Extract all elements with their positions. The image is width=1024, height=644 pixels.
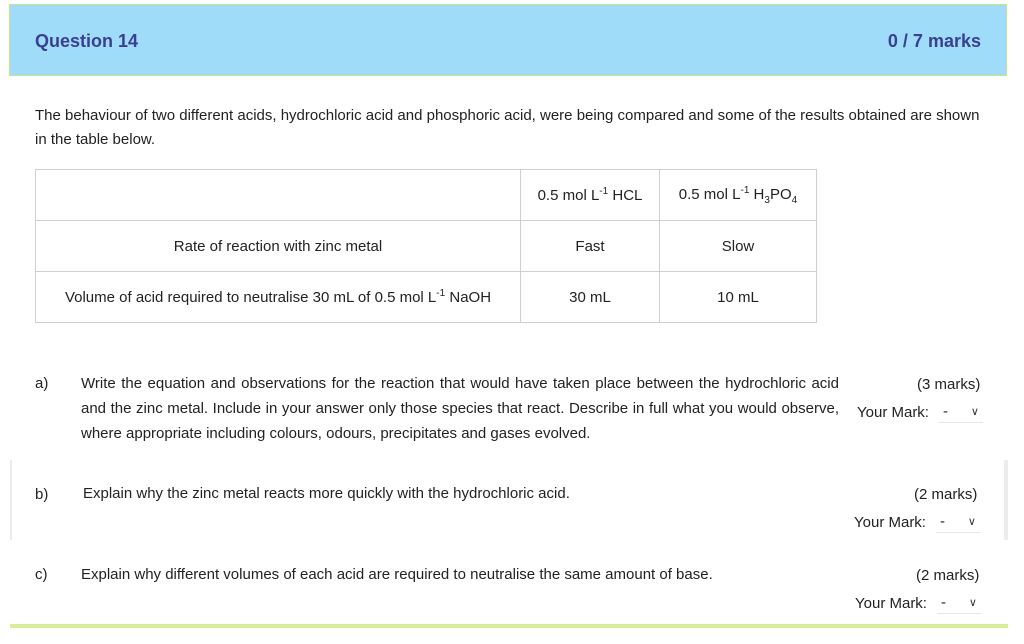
part-a-text: Write the equation and observations for the reaction that would have taken place between the hydrochloric acid and the zinc metal. Include in your answer only those species that react. Describe in full what you would observe, where appropriate including colours, odours, precipitates and gases evolved.	[81, 375, 839, 442]
part-c-your-mark	[855, 592, 981, 614]
table-header-h3po4: 0.5 mol $L^{-1}$ $H_3PO_4$	[660, 170, 817, 221]
part-c-label: c)	[35, 566, 48, 583]
table-header-row	[36, 170, 817, 221]
part-a-marks: (3 marks)	[917, 376, 981, 393]
table-row	[36, 221, 817, 272]
chevron-down-icon: ∨	[968, 597, 977, 609]
table-header-empty	[36, 170, 521, 221]
part-c-text: Explain why different volumes of each acid are required to neutralise the same amount of base.	[81, 566, 713, 583]
footer-divider	[10, 624, 1008, 628]
mark-select-value: -	[940, 594, 946, 611]
part-c-marks: (2 marks)	[916, 567, 980, 584]
part-c-mark-select[interactable]	[937, 592, 981, 614]
part-a-your-mark	[857, 401, 983, 423]
question-title: Question 14	[35, 31, 139, 51]
chevron-down-icon: ∨	[970, 406, 979, 418]
your-mark-label: Your Mark:	[855, 594, 927, 612]
part-b-mark-select[interactable]	[936, 511, 980, 533]
part-b-text: Explain why the zinc metal reacts more quickly with the hydrochloric acid.	[83, 485, 570, 502]
table-cell: Fast	[521, 221, 660, 272]
chevron-down-icon: ∨	[967, 516, 976, 528]
table-cell: 30 mL	[521, 272, 660, 323]
your-mark-label: Your Mark:	[857, 403, 929, 421]
mark-select-value: -	[942, 403, 948, 420]
your-mark-label: Your Mark:	[854, 513, 926, 531]
table-cell: Slow	[660, 221, 817, 272]
part-a-mark-select[interactable]	[939, 401, 983, 423]
table-header-hcl: 0.5 mol $L^{-1}$ HCL	[521, 170, 660, 221]
part-b-label: b)	[35, 486, 49, 503]
question-header	[9, 4, 1007, 76]
results-table	[35, 169, 817, 323]
mark-select-value: -	[939, 513, 945, 530]
question-marks: 0 / 7 marks	[887, 31, 981, 51]
part-b-marks: (2 marks)	[914, 486, 978, 503]
table-row-label: Volume of acid required to neutralise 30 mL of 0.5 mol $L^{-1}$ NaOH	[36, 272, 521, 323]
table-row	[36, 272, 817, 323]
question-intro: The behaviour of two different acids, hydrochloric acid and phosphoric acid, were being compared and some of the results obtained are shown in the table below.	[35, 107, 980, 148]
part-b-your-mark	[854, 511, 980, 533]
part-a-label: a)	[35, 375, 49, 392]
table-row-label: Rate of reaction with zinc metal	[36, 221, 521, 272]
table-cell: 10 mL	[660, 272, 817, 323]
